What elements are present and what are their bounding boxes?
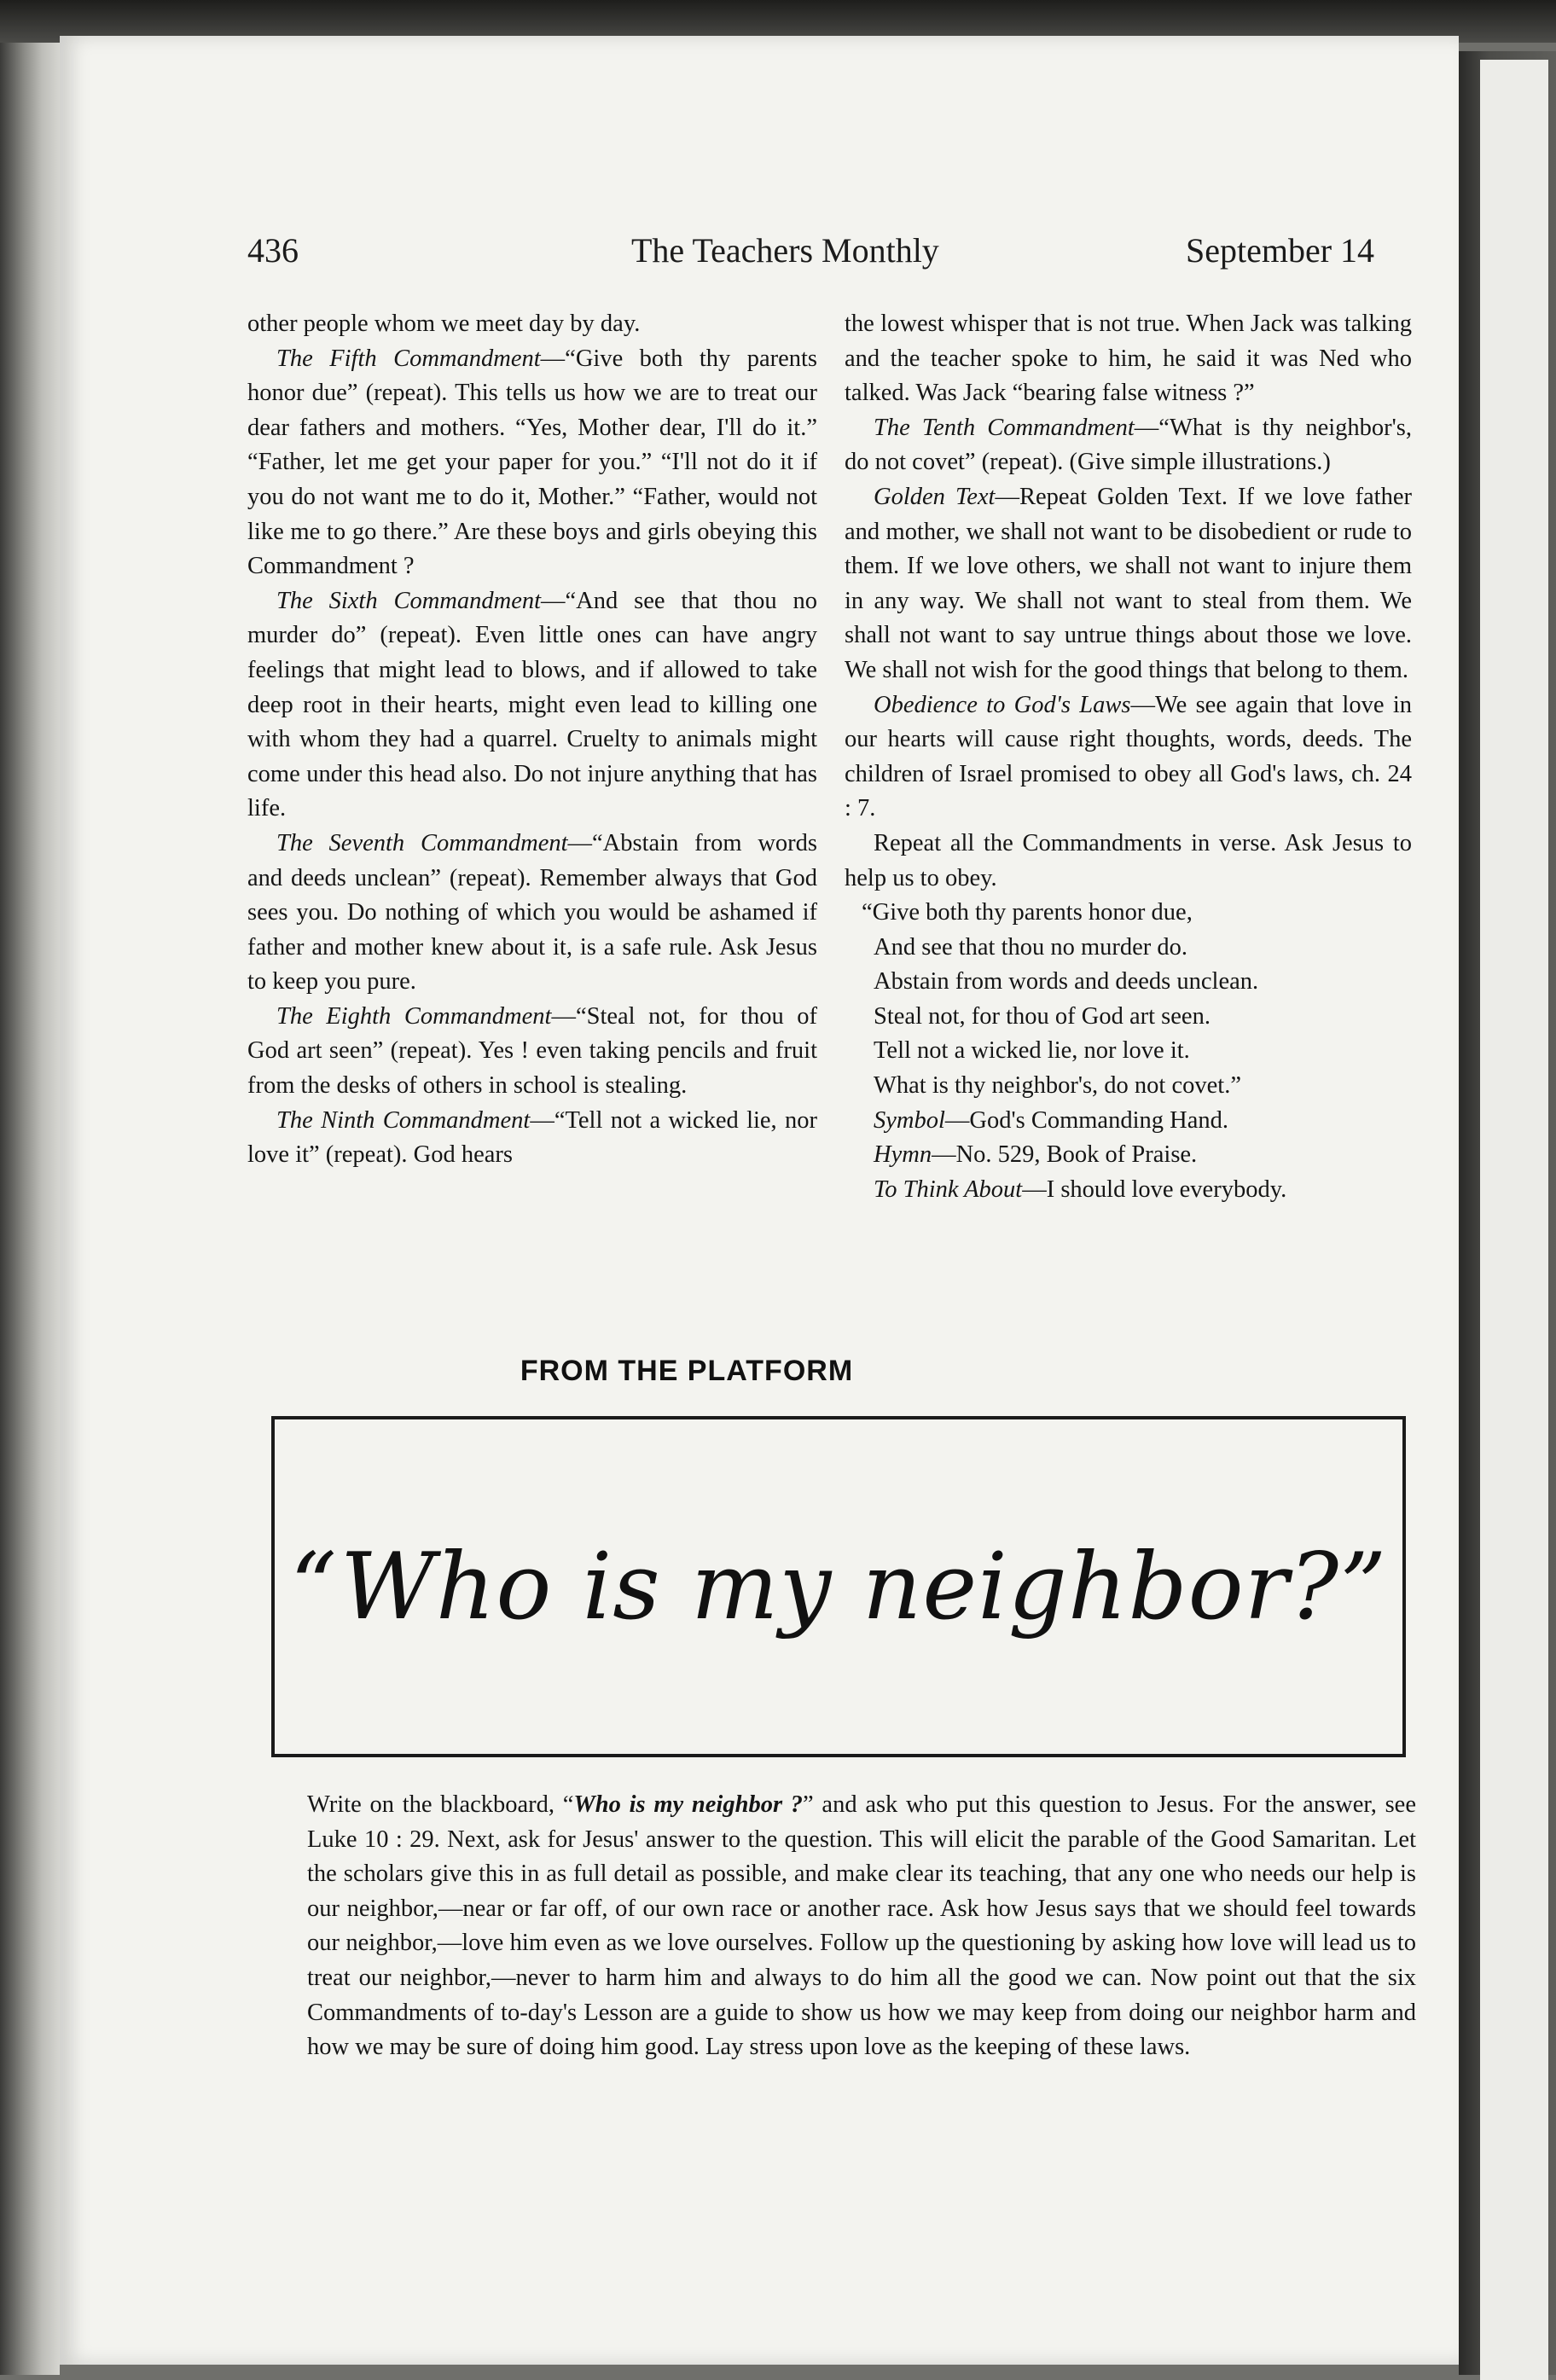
paragraph-text: the lowest whisper that is not true. When Jack was talking and the teacher spoke to him, he said it was Ned who talked. Was Jack “bearing false witness ?”: [845, 311, 1412, 407]
verse-line: And see that thou no murder do.: [874, 933, 1188, 961]
section-label: The Tenth Commandment: [874, 414, 1135, 441]
right-column: [845, 307, 1412, 1207]
paragraph-text: —I should love everybody.: [1022, 1175, 1287, 1203]
paragraph: [247, 827, 817, 1000]
paragraph-text: Write on the blackboard, “: [307, 1791, 574, 1818]
paragraph: [845, 480, 1412, 688]
running-title: The Teachers Monthly: [631, 231, 939, 270]
verse-line: Abstain from words and deeds unclean.: [874, 968, 1259, 996]
verse-line: Steal not, for thou of God art seen.: [874, 1002, 1211, 1030]
section-label: The Ninth Commandment: [276, 1106, 531, 1134]
paragraph: [845, 688, 1412, 827]
paragraph: [845, 411, 1412, 480]
paragraph-text: —Repeat Golden Text. If we love father and mother, we shall not want to be disobedient or rude to them. If we love others, we shall not want to injure them in any way. We shall not want to steal from them. We shall not want to say untrue things about those we love. We shall not wish for the good things that belong to them.: [845, 483, 1412, 683]
paragraph: [247, 342, 817, 584]
paragraph: [845, 1173, 1412, 1208]
paragraph-text: —“Abstain from words and deeds unclean” (repeat). Remember always that God sees you. Do nothing of which you would be ashamed if father and mother knew about it, is a safe rule. Ask Jesus to keep you pure.: [247, 829, 817, 996]
paragraph-text: ” and ask who put this question to Jesus. For the answer, see Luke 10 : 29. Next, ask for Jesus' answer to the question. This will elicit the parable of the Good Samaritan. Let the scholars give this in as full detail as possible, and make clear its teaching, that any one who needs our help is our neighbor,—near or far off, of our own race or another race. Ask how Jesus says that we should feel towards our neighbor,—love him even as we love ourselves. Follow up the questioning by asking how love will lead us to treat our neighbor,—never to harm him and always to do him all the good we can. Now point out that the six Commandments of to-day's Lesson are a guide to show us how we may keep from doing our neighbor harm and how we may be sure of doing him good. Lay stress upon love as the keeping of these laws.: [307, 1791, 1416, 2061]
paragraph: [247, 307, 817, 342]
section-label: Golden Text: [874, 483, 996, 510]
paragraph-text: —“Steal not, for thou of God art seen” (repeat). Yes ! even taking pencils and fruit from the desks of others in school is stealing.: [247, 1002, 817, 1100]
paragraph-text: —We see again that love in our hearts will cause right thoughts, words, deeds. The children of Israel promised to obey all God's laws, ch. 24 : 7.: [845, 691, 1412, 822]
section-label: The Sixth Commandment: [276, 587, 542, 614]
paragraph-text: —“Give both thy parents honor due” (repeat). This tells us how we are to treat our dear fathers and mothers. “Yes, Mother dear, I'll do it.” “Father, let me get your paper for you.” “I'll not do it if you do not want me to do it, Mother.” “Father, would not like me to go there.” Are these boys and girls obeying this Commandment ?: [247, 345, 817, 580]
blackboard-text: “Who is my neighbor?”: [289, 1533, 1388, 1640]
verse-line: “Give both thy parents honor due,: [862, 899, 1193, 926]
paragraph: [845, 307, 1412, 411]
paragraph: [247, 1000, 817, 1104]
section-label: Hymn: [874, 1141, 932, 1169]
paragraph-text: —“And see that thou no murder do” (repeat). Even little ones can have angry feelings that might lead to blows, and if allowed to take deep root in their hearts, might even lead to killing one with whom they had a quarrel. Cruelty to animals might come under this head also. Do not injure anything that has life.: [247, 587, 817, 822]
paragraph-text: —“Tell not a wicked lie, nor love it” (repeat). God hears: [247, 1106, 817, 1169]
paragraph: [845, 1138, 1412, 1173]
left-column: [247, 307, 817, 1173]
paragraph-text: —God's Commanding Hand.: [944, 1106, 1228, 1134]
section-label: To Think About: [874, 1175, 1023, 1203]
section-heading: FROM THE PLATFORM: [520, 1355, 854, 1387]
paragraph-text: —“What is thy neighbor's, do not covet” (repeat). (Give simple illustrations.): [845, 414, 1412, 476]
adjacent-page-strip: [1480, 60, 1548, 2380]
section-label: Obedience to God's Laws: [874, 691, 1131, 718]
emphasized-text: Who is my neighbor ?: [573, 1791, 804, 1818]
section-label: The Eighth Commandment: [276, 1002, 552, 1030]
platform-paragraph: [307, 1788, 1416, 2065]
paragraph-text: —No. 529, Book of Praise.: [932, 1141, 1198, 1169]
section-label: The Seventh Commandment: [276, 829, 568, 856]
verse-line: What is thy neighbor's, do not covet.”: [874, 1072, 1241, 1100]
paragraph: [845, 827, 1412, 896]
book-binding: [0, 0, 60, 2375]
issue-date: September 14: [1186, 231, 1375, 270]
page-number: 436: [247, 231, 299, 270]
paragraph: [845, 1104, 1412, 1139]
paragraph-text: Repeat all the Commandments in verse. Ask Jesus to help us to obey.: [845, 829, 1412, 891]
paragraph: [247, 584, 817, 827]
blackboard-illustration: [271, 1416, 1406, 1757]
section-label: The Fifth Commandment: [276, 345, 541, 372]
paragraph-text: other people whom we meet day by day.: [247, 311, 641, 337]
section-label: Symbol: [874, 1106, 945, 1134]
verse-line: Tell not a wicked lie, nor love it.: [874, 1037, 1190, 1065]
paragraph: [247, 1104, 817, 1173]
